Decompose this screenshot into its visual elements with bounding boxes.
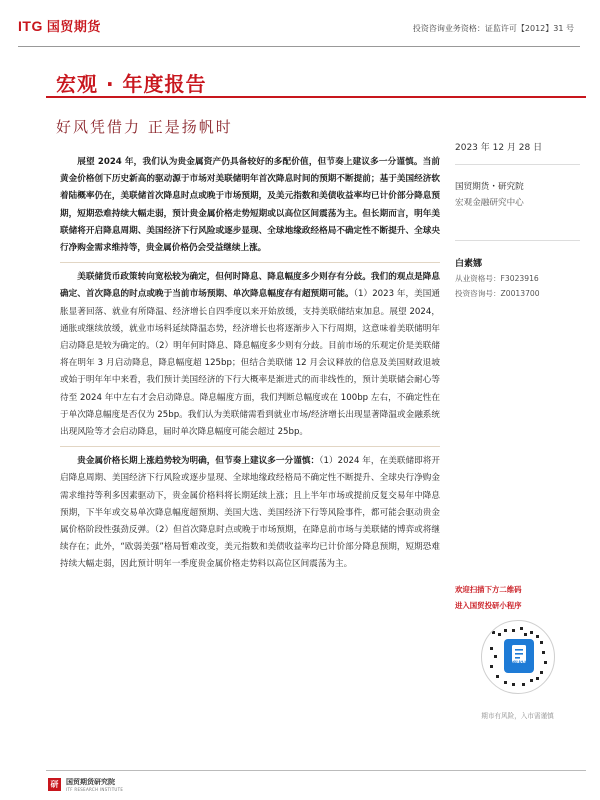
logo-latin: ITG — [18, 18, 43, 34]
qr-promo-line2: 进入国贸投研小程序 — [455, 601, 522, 610]
qr-label: 国贸投研 — [505, 661, 530, 668]
footer-divider — [46, 770, 586, 771]
sidebar-divider — [455, 240, 580, 241]
paragraph-precious-metals — [60, 453, 440, 573]
title-underline — [46, 96, 586, 98]
header-divider — [18, 46, 580, 47]
sidebar-divider — [455, 164, 580, 165]
paragraph-divider — [60, 262, 440, 263]
license-text: 投资咨询业务资格：证监许可【2012】31 号 — [412, 24, 574, 33]
logo-chinese: 国贸期货 — [46, 20, 101, 35]
footer-org-name: 国贸期货研究院 — [66, 778, 115, 786]
org-department: 宏观金融研究中心 — [455, 198, 524, 208]
footer-org-english: ITF RESEARCH INSTITUTE — [66, 787, 124, 792]
consulting-number: 投资咨询号：Z0013700 — [455, 289, 540, 298]
report-body — [60, 154, 440, 579]
fed-policy-text: （1）2023 年，美国通胀显著回落、就业有所降温、经济增长自四季度以来开始放缓，支持美联储结束加息。展望 2024，通胀或继续放缓，就业市场料延续降温态势，经济增长也将逐渐步入下行周期，这意味着美联储明年启动降息是较为确定的。（2）明年何时降息、降息幅度多少则有分歧。目前市场的乐观定价是美联储将在明年 3 月启动降息，降息幅度超 125bp；但结合美联储 12 月会议释放的信息及美国财政退坡或始于明年年中来看，我们预计美国经济的下行大概率是渐进式的而非线性的，预计美联储会耐心等待至 2024 年中左右才会启动降息。降息幅度方面，我们判断总幅度或在 100bp 左右，不确定性在于单次降息幅度是否仅为 25bp。我们认为美联储需看到就业市场/经济增长出现显著降温或金融系统出现风险等才会启动降息，届时单次降息幅度可能会超过 25bp。 — [60, 289, 440, 438]
paragraph-fed-policy — [60, 269, 440, 441]
qr-promo-line1: 欢迎扫描下方二维码 — [455, 585, 522, 594]
risk-warning: 期市有风险，入市需谨慎 — [481, 712, 554, 720]
mini-program-qr-code[interactable] — [481, 620, 555, 694]
report-subtitle: 好风凭借力 正是扬帆时 — [56, 118, 233, 136]
metals-text: （1）2024 年，在美联储即将开启降息周期、美国经济下行风险或逐步显现、全球地缘政经格局不确定性不断提升、全球央行净购金需求维持等利多因素驱动下，贵金属价格料将长期延续上涨；且上半年市场或提前反复交易年中降息预期，下半年或交易单次降息幅度超预期、美国大选、美国经济下行等风险事件，都可能会驱动贵金属价格阶段性强劲反弹。（2）但首次降息时点或晚于市场预期，在降息前市场与美联储的博弈或将继续存在；此外，“欧弱美强”格局暂难改变，美元指数和美债收益率均已计价部分降息预期，短期恐难持续大幅走弱，因此预计明年一季度贵金属价格走势料以高位区间震荡为主。 — [60, 456, 440, 570]
report-date: 2023 年 12 月 28 日 — [455, 143, 543, 153]
org-name: 国贸期货・研究院 — [455, 182, 524, 192]
qualification-number: 从业资格号：F3023916 — [455, 274, 539, 283]
paragraph-summary — [60, 154, 440, 257]
page-header — [0, 0, 600, 46]
section-title: 宏观 · 年度报告 — [56, 72, 207, 96]
analyst-name: 白素娜 — [455, 259, 483, 269]
company-logo — [18, 16, 101, 35]
footer-logo-icon: 研 — [48, 778, 61, 791]
paragraph-divider — [60, 446, 440, 447]
metals-lead: 贵金属价格长期上涨趋势较为明确，但节奏上建议多一分谨慎： — [77, 456, 320, 467]
summary-text: 展望 2024 年，我们认为贵金属资产仍具备较好的多配价值，但节奏上建议多一分谨慎。当前黄金价格创下历史新高的驱动源于市场对美联储明年首次降息时间的预期不断提前；基于美国经济软着陆概率仍在，美联储首次降息时点或晚于市场预期，及美元指数和美债收益率均已计价部分降息预期，短期恐难持续大幅走弱，预计贵金属价格走势短期或以高位区间震荡为主。但长期而言，明年美联储将开启降息周期、美国经济下行风险或逐步显现、全球地缘政经格局不确定性不断提升、全球央行净购金需求维持等，贵金属价格仍会受益继续上涨。 — [60, 157, 440, 254]
fed-policy-lead: 美联储货币政策转向宽松较为确定，但何时降息、降息幅度多少则存有分歧。我们的观点是降息确定、首次降息的时点或晚于当前市场预期、单次降息幅度存有超预期可能。 — [60, 272, 440, 300]
